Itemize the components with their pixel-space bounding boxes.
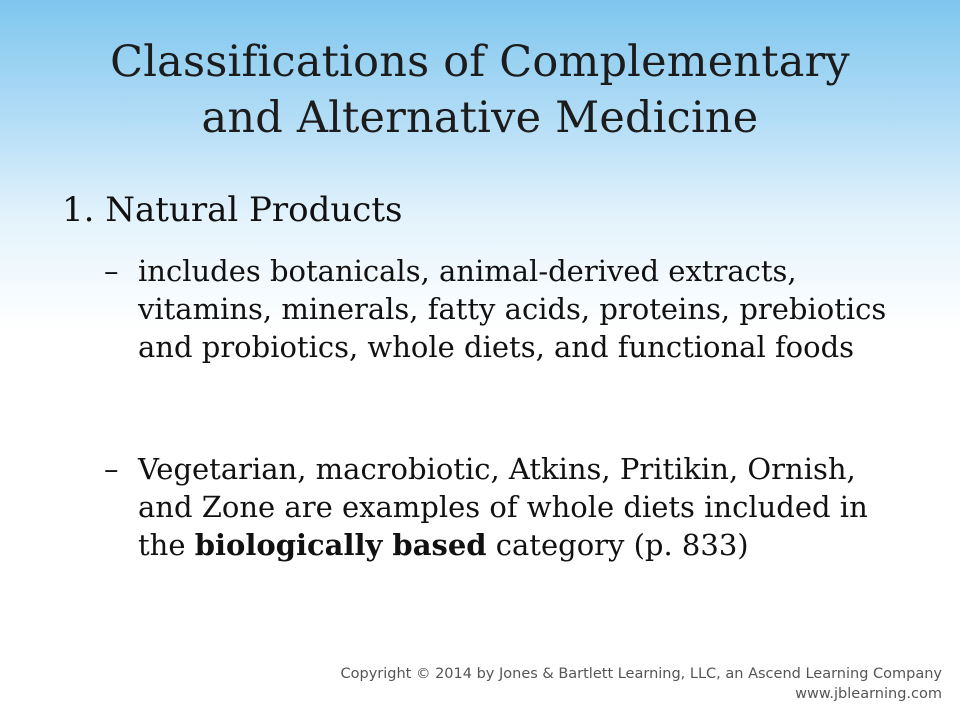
bullet-text-after: category (p. 833)	[486, 528, 749, 562]
title-line-2: and Alternative Medicine	[201, 93, 759, 143]
bullet-text: includes botanicals, animal-derived extracts, vitamins, minerals, fatty acids, proteins, prebiotics and probiotics, whole diets, and functional foods	[138, 254, 887, 364]
bullet-item	[104, 252, 904, 366]
publisher-url: www.jblearning.com	[795, 686, 942, 702]
copyright-text: Copyright © 2014 by Jones & Bartlett Learning, LLC, an Ascend Learning Company	[340, 666, 942, 682]
section-heading: 1. Natural Products	[62, 190, 403, 230]
footer	[341, 664, 942, 704]
bullet-bold-text: biologically based	[194, 528, 487, 562]
bullet-text-before: Vegetarian, macrobiotic, Atkins, Pritikin, Ornish, and Zone are examples of whole diets included in the	[138, 452, 868, 562]
slide-title	[60, 34, 900, 146]
title-line-1: Classifications of Complementary	[110, 37, 850, 87]
dash-marker: –	[104, 254, 119, 288]
dash-marker: –	[104, 452, 119, 486]
bullet-item	[104, 450, 904, 564]
